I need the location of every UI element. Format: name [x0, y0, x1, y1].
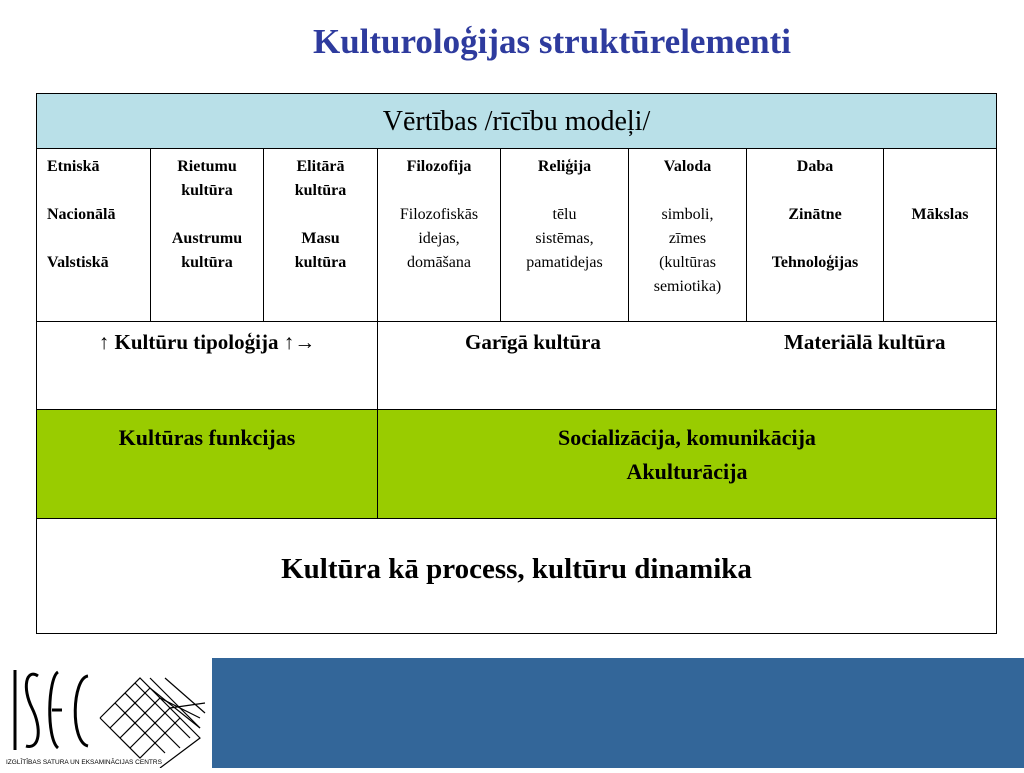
cell-line: Filozofiskās [399, 206, 479, 223]
cell-line: Masu [301, 230, 340, 247]
cell-line: Tehnoloģijas [771, 254, 859, 271]
cell-line [884, 155, 996, 179]
cell-arts [884, 149, 996, 321]
logo-caption: IZGLĪTĪBAS SATURA UN EKSAMINĀCIJAS CENTRS [6, 759, 162, 766]
culture-table [36, 93, 997, 634]
isec-logo [0, 658, 212, 768]
cell-line [378, 179, 500, 203]
cell-line: semiotika) [653, 278, 722, 295]
culture-kinds [378, 322, 996, 409]
cell-line: Elitārā [296, 158, 345, 175]
cell-line: kultūra [294, 182, 347, 199]
cell-language [629, 149, 747, 321]
cell-line: kultūra [294, 254, 347, 271]
cell-line: (kultūras [659, 254, 716, 271]
cell-line [747, 227, 883, 251]
cell-line: Etniskā [47, 158, 100, 175]
footer-bar [0, 658, 1024, 768]
slide-title: Kulturoloģijas struktūrelementi [312, 22, 791, 61]
cell-nature [747, 149, 884, 321]
material-culture-label: Materiālā kultūra [784, 330, 946, 354]
cell-line: Nacionālā [47, 206, 116, 223]
cell-line: kultūra [181, 254, 233, 271]
cell-line: Mākslas [911, 206, 969, 223]
cell-line: Austrumu [171, 230, 243, 247]
isec-logo-mark [0, 658, 212, 768]
cell-line: domāšana [407, 254, 471, 271]
cell-line: sistēmas, [535, 230, 594, 247]
cell-line [264, 203, 377, 227]
cell-line: Reliģija [537, 158, 592, 175]
values-header-row: Vērtības /rīcību modeļi/ [37, 94, 996, 149]
cell-line [629, 179, 746, 203]
cell-line: pamatidejas [526, 254, 603, 271]
cell-line [47, 227, 150, 251]
cell-line: kultūra [181, 182, 233, 199]
culture-categories-row [37, 149, 996, 322]
functions-line-1: Socializācija, komunikācija [558, 425, 816, 450]
cell-line: Daba [796, 158, 834, 175]
cell-line: simboli, [661, 206, 714, 223]
functions-label: Kultūras funkcijas [37, 410, 378, 518]
typology-row [37, 322, 996, 410]
cell-philosophy [378, 149, 501, 321]
cell-ethnic [37, 149, 151, 321]
typology-label: ↑ Kultūru tipoloģija ↑→ [37, 322, 378, 409]
functions-row [37, 410, 996, 519]
cell-line [501, 179, 628, 203]
process-row [37, 519, 996, 635]
cell-west-east [151, 149, 264, 321]
cell-line: idejas, [418, 230, 460, 247]
process-label: Kultūra kā process, kultūru dinamika [281, 553, 752, 585]
cell-religion [501, 149, 629, 321]
cell-line: Valoda [663, 158, 712, 175]
cell-line [884, 179, 996, 203]
cell-line: Zinātne [788, 206, 842, 223]
cell-line: Rietumu [177, 158, 237, 175]
cell-line: Filozofija [406, 158, 472, 175]
functions-list [378, 410, 996, 518]
cell-line: Valstiskā [47, 254, 109, 271]
cell-line: zīmes [668, 230, 707, 247]
cell-elite-mass [264, 149, 378, 321]
functions-line-2: Akulturācija [626, 459, 748, 484]
cell-line [151, 203, 263, 227]
spiritual-culture-label: Garīgā kultūra [465, 330, 601, 354]
cell-line [747, 179, 883, 203]
cell-line: tēlu [552, 206, 577, 223]
cell-line [47, 179, 150, 203]
